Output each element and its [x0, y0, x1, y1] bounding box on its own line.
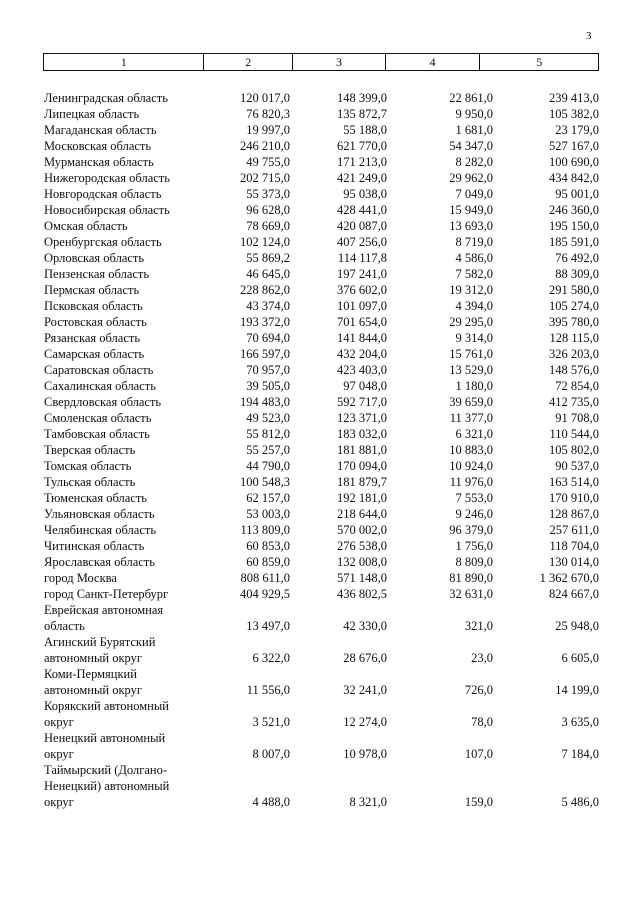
region-name — [44, 266, 202, 282]
region-name-line: Томская область — [44, 459, 132, 473]
column-header-1: 1 — [44, 54, 204, 70]
value-col-4: 13 693,0 — [449, 219, 493, 233]
value-col-2: 60 859,0 — [246, 555, 290, 569]
value-col-2: 11 556,0 — [246, 683, 290, 697]
region-name-line: город Москва — [44, 571, 117, 585]
region-name-line: округ — [44, 715, 74, 729]
region-name-line: Нижегородская область — [44, 171, 170, 185]
table-row — [0, 762, 640, 810]
table-row — [0, 138, 640, 154]
region-name-line: Саратовская область — [44, 363, 154, 377]
region-name-line: область — [44, 619, 85, 633]
region-name — [44, 202, 202, 218]
region-name-line: Ненецкий автономный — [44, 731, 166, 745]
value-col-5: 90 537,0 — [555, 459, 599, 473]
region-name — [44, 442, 202, 458]
value-col-5: 326 203,0 — [549, 347, 599, 361]
value-col-3: 55 188,0 — [343, 123, 387, 137]
region-name — [44, 666, 202, 698]
table-row — [0, 458, 640, 474]
region-name-line: Ярославская область — [44, 555, 155, 569]
region-name — [44, 474, 202, 490]
region-name — [44, 458, 202, 474]
value-col-3: 171 213,0 — [337, 155, 387, 169]
value-col-5: 25 948,0 — [555, 619, 599, 633]
region-name — [44, 138, 202, 154]
value-col-3: 218 644,0 — [337, 507, 387, 521]
value-col-3: 95 038,0 — [343, 187, 387, 201]
value-col-2: 39 505,0 — [246, 379, 290, 393]
value-col-2: 228 862,0 — [240, 283, 290, 297]
table-row — [0, 522, 640, 538]
region-name — [44, 218, 202, 234]
value-col-3: 181 879,7 — [337, 475, 387, 489]
value-col-3: 141 844,0 — [337, 331, 387, 345]
table-row — [0, 170, 640, 186]
value-col-5: 239 413,0 — [549, 91, 599, 105]
table-row — [0, 330, 640, 346]
value-col-3: 428 441,0 — [337, 203, 387, 217]
value-col-2: 102 124,0 — [240, 235, 290, 249]
table-row — [0, 250, 640, 266]
table-row — [0, 266, 640, 282]
table-row — [0, 346, 640, 362]
value-col-5: 6 605,0 — [561, 651, 599, 665]
table-row — [0, 362, 640, 378]
value-col-3: 28 676,0 — [343, 651, 387, 665]
value-col-2: 49 755,0 — [246, 155, 290, 169]
region-name-line: автономный округ — [44, 651, 142, 665]
value-col-3: 420 087,0 — [337, 219, 387, 233]
value-col-3: 10 978,0 — [343, 747, 387, 761]
value-col-4: 15 761,0 — [449, 347, 493, 361]
value-col-3: 432 204,0 — [337, 347, 387, 361]
region-name — [44, 730, 202, 762]
value-col-3: 376 602,0 — [337, 283, 387, 297]
value-col-2: 4 488,0 — [252, 795, 290, 809]
value-col-4: 6 321,0 — [455, 427, 493, 441]
value-col-5: 7 184,0 — [561, 747, 599, 761]
value-col-3: 135 872,7 — [337, 107, 387, 121]
value-col-3: 621 770,0 — [337, 139, 387, 153]
value-col-2: 62 157,0 — [246, 491, 290, 505]
value-col-4: 8 809,0 — [455, 555, 493, 569]
value-col-4: 9 950,0 — [455, 107, 493, 121]
region-name — [44, 698, 202, 730]
region-name — [44, 602, 202, 634]
region-name-line: Тюменская область — [44, 491, 147, 505]
value-col-3: 132 008,0 — [337, 555, 387, 569]
value-col-4: 11 377,0 — [449, 411, 493, 425]
region-name-line: Липецкая область — [44, 107, 140, 121]
value-col-5: 824 667,0 — [549, 587, 599, 601]
region-name-line: Московская область — [44, 139, 152, 153]
value-col-4: 8 719,0 — [455, 235, 493, 249]
value-col-4: 9 246,0 — [455, 507, 493, 521]
table-row — [0, 218, 640, 234]
table-row — [0, 298, 640, 314]
value-col-4: 78,0 — [471, 715, 493, 729]
value-col-3: 276 538,0 — [337, 539, 387, 553]
region-name — [44, 122, 202, 138]
value-col-2: 808 611,0 — [240, 571, 290, 585]
value-col-5: 257 611,0 — [549, 523, 599, 537]
region-name — [44, 314, 202, 330]
value-col-5: 88 309,0 — [555, 267, 599, 281]
region-name-line: Агинский Бурятский — [44, 635, 156, 649]
region-name-line: Читинская область — [44, 539, 145, 553]
value-col-4: 4 394,0 — [455, 299, 493, 313]
table-row — [0, 378, 640, 394]
region-name — [44, 490, 202, 506]
region-name-line: Магаданская область — [44, 123, 157, 137]
region-name — [44, 538, 202, 554]
value-col-2: 6 322,0 — [252, 651, 290, 665]
region-name-line: Тамбовская область — [44, 427, 150, 441]
table-row — [0, 202, 640, 218]
value-col-5: 72 854,0 — [555, 379, 599, 393]
region-name-line: Тверская область — [44, 443, 136, 457]
value-col-4: 96 379,0 — [449, 523, 493, 537]
value-col-5: 110 544,0 — [549, 427, 599, 441]
value-col-4: 81 890,0 — [449, 571, 493, 585]
column-header-2: 2 — [204, 54, 293, 70]
value-col-5: 5 486,0 — [561, 795, 599, 809]
region-name-line: округ — [44, 795, 74, 809]
region-name — [44, 554, 202, 570]
region-name-line: Коми-Пермяцкий — [44, 667, 137, 681]
value-col-3: 97 048,0 — [343, 379, 387, 393]
value-col-5: 105 382,0 — [549, 107, 599, 121]
table-row — [0, 570, 640, 586]
region-name — [44, 378, 202, 394]
table-row — [0, 602, 640, 634]
column-header-5: 5 — [536, 54, 543, 69]
table-row — [0, 442, 640, 458]
value-col-2: 120 017,0 — [240, 91, 290, 105]
region-name-line: Таймырский (Долгано- — [44, 763, 168, 777]
value-col-2: 43 374,0 — [246, 299, 290, 313]
table-row — [0, 426, 640, 442]
value-col-5: 128 115,0 — [549, 331, 599, 345]
value-col-3: 701 654,0 — [337, 315, 387, 329]
table-row — [0, 90, 640, 106]
value-col-5: 1 362 670,0 — [539, 571, 599, 585]
value-col-2: 113 809,0 — [240, 523, 290, 537]
value-col-2: 13 497,0 — [246, 619, 290, 633]
region-name-line: округ — [44, 747, 74, 761]
value-col-4: 13 529,0 — [449, 363, 493, 377]
value-col-2: 76 820,3 — [246, 107, 290, 121]
region-name — [44, 234, 202, 250]
value-col-3: 407 256,0 — [337, 235, 387, 249]
value-col-2: 3 521,0 — [252, 715, 290, 729]
region-name-line: Оренбургская область — [44, 235, 162, 249]
value-col-2: 194 483,0 — [240, 395, 290, 409]
value-col-5: 76 492,0 — [555, 251, 599, 265]
value-col-5: 395 780,0 — [549, 315, 599, 329]
region-name — [44, 170, 202, 186]
value-col-5: 128 867,0 — [549, 507, 599, 521]
region-name-line: Пензенская область — [44, 267, 150, 281]
table-row — [0, 554, 640, 570]
value-col-3: 114 117,8 — [337, 251, 387, 265]
value-col-4: 7 553,0 — [455, 491, 493, 505]
value-col-5: 170 910,0 — [549, 491, 599, 505]
value-col-3: 42 330,0 — [343, 619, 387, 633]
region-name — [44, 586, 202, 602]
value-col-4: 10 883,0 — [449, 443, 493, 457]
value-col-3: 423 403,0 — [337, 363, 387, 377]
region-name-line: Псковская область — [44, 299, 143, 313]
value-col-2: 70 694,0 — [246, 331, 290, 345]
value-col-5: 100 690,0 — [549, 155, 599, 169]
value-col-5: 527 167,0 — [549, 139, 599, 153]
region-name — [44, 186, 202, 202]
region-name — [44, 250, 202, 266]
value-col-2: 44 790,0 — [246, 459, 290, 473]
value-col-3: 592 717,0 — [337, 395, 387, 409]
column-header-row — [43, 53, 599, 71]
column-header-4: 4 — [386, 54, 481, 70]
region-name-line: город Санкт-Петербург — [44, 587, 169, 601]
value-col-2: 55 812,0 — [246, 427, 290, 441]
value-col-2: 55 373,0 — [246, 187, 290, 201]
value-col-5: 434 842,0 — [549, 171, 599, 185]
value-col-4: 7 049,0 — [455, 187, 493, 201]
page-number: 3 — [586, 30, 592, 42]
region-name-line: Новгородская область — [44, 187, 162, 201]
data-table-body — [0, 90, 640, 810]
value-col-2: 55 257,0 — [246, 443, 290, 457]
value-col-3: 192 181,0 — [337, 491, 387, 505]
table-row — [0, 122, 640, 138]
value-col-5: 105 274,0 — [549, 299, 599, 313]
value-col-4: 29 962,0 — [449, 171, 493, 185]
value-col-2: 49 523,0 — [246, 411, 290, 425]
table-row — [0, 730, 640, 762]
region-name — [44, 154, 202, 170]
value-col-5: 130 014,0 — [549, 555, 599, 569]
region-name-line: Рязанская область — [44, 331, 141, 345]
table-row — [0, 186, 640, 202]
table-row — [0, 538, 640, 554]
value-col-3: 101 097,0 — [337, 299, 387, 313]
value-col-5: 3 635,0 — [561, 715, 599, 729]
value-col-2: 404 929,5 — [240, 587, 290, 601]
region-name — [44, 426, 202, 442]
table-row — [0, 474, 640, 490]
value-col-4: 19 312,0 — [449, 283, 493, 297]
table-row — [0, 106, 640, 122]
region-name — [44, 90, 202, 106]
region-name-line: Тульская область — [44, 475, 136, 489]
value-col-2: 246 210,0 — [240, 139, 290, 153]
region-name — [44, 362, 202, 378]
table-row — [0, 506, 640, 522]
value-col-3: 570 002,0 — [337, 523, 387, 537]
value-col-3: 197 241,0 — [337, 267, 387, 281]
value-col-4: 1 681,0 — [455, 123, 493, 137]
value-col-2: 202 715,0 — [240, 171, 290, 185]
value-col-3: 181 881,0 — [337, 443, 387, 457]
value-col-4: 10 924,0 — [449, 459, 493, 473]
table-row — [0, 490, 640, 506]
value-col-4: 8 282,0 — [455, 155, 493, 169]
value-col-3: 421 249,0 — [337, 171, 387, 185]
value-col-5: 185 591,0 — [549, 235, 599, 249]
value-col-3: 8 321,0 — [349, 795, 387, 809]
table-row — [0, 666, 640, 698]
value-col-2: 8 007,0 — [252, 747, 290, 761]
value-col-4: 39 659,0 — [449, 395, 493, 409]
value-col-3: 571 148,0 — [337, 571, 387, 585]
value-col-5: 23 179,0 — [555, 123, 599, 137]
region-name-line: Самарская область — [44, 347, 145, 361]
region-name — [44, 634, 202, 666]
region-name-line: Ленинградская область — [44, 91, 168, 105]
value-col-2: 19 997,0 — [246, 123, 290, 137]
value-col-4: 9 314,0 — [455, 331, 493, 345]
region-name-line: Смоленская область — [44, 411, 152, 425]
value-col-2: 70 957,0 — [246, 363, 290, 377]
region-name — [44, 346, 202, 362]
table-row — [0, 234, 640, 250]
value-col-5: 14 199,0 — [555, 683, 599, 697]
region-name — [44, 330, 202, 346]
value-col-5: 163 514,0 — [549, 475, 599, 489]
value-col-2: 96 628,0 — [246, 203, 290, 217]
region-name-line: Новосибирская область — [44, 203, 170, 217]
region-name — [44, 506, 202, 522]
value-col-3: 12 274,0 — [343, 715, 387, 729]
value-col-5: 118 704,0 — [549, 539, 599, 553]
value-col-4: 15 949,0 — [449, 203, 493, 217]
region-name-line: Ненецкий) автономный — [44, 779, 170, 793]
table-row — [0, 410, 640, 426]
region-name-line: Омская область — [44, 219, 128, 233]
value-col-4: 32 631,0 — [449, 587, 493, 601]
value-col-5: 412 735,0 — [549, 395, 599, 409]
value-col-4: 29 295,0 — [449, 315, 493, 329]
value-col-5: 91 708,0 — [555, 411, 599, 425]
value-col-2: 46 645,0 — [246, 267, 290, 281]
region-name — [44, 762, 202, 810]
table-row — [0, 634, 640, 666]
value-col-2: 78 669,0 — [246, 219, 290, 233]
region-name — [44, 106, 202, 122]
value-col-4: 107,0 — [464, 747, 493, 761]
value-col-5: 246 360,0 — [549, 203, 599, 217]
region-name-line: Ульяновская область — [44, 507, 155, 521]
value-col-4: 1 756,0 — [455, 539, 493, 553]
value-col-5: 105 802,0 — [549, 443, 599, 457]
region-name-line: Ростовская область — [44, 315, 147, 329]
value-col-3: 170 094,0 — [337, 459, 387, 473]
region-name — [44, 570, 202, 586]
value-col-4: 159,0 — [464, 795, 493, 809]
table-row — [0, 282, 640, 298]
table-row — [0, 154, 640, 170]
region-name-line: Челябинская область — [44, 523, 157, 537]
region-name-line: Мурманская область — [44, 155, 154, 169]
value-col-5: 195 150,0 — [549, 219, 599, 233]
region-name — [44, 298, 202, 314]
value-col-4: 11 976,0 — [449, 475, 493, 489]
region-name-line: Пермская область — [44, 283, 140, 297]
value-col-2: 53 003,0 — [246, 507, 290, 521]
value-col-4: 7 582,0 — [455, 267, 493, 281]
region-name — [44, 282, 202, 298]
value-col-4: 22 861,0 — [449, 91, 493, 105]
value-col-4: 23,0 — [471, 651, 493, 665]
value-col-3: 123 371,0 — [337, 411, 387, 425]
value-col-4: 1 180,0 — [455, 379, 493, 393]
value-col-2: 193 372,0 — [240, 315, 290, 329]
region-name-line: Сахалинская область — [44, 379, 156, 393]
table-row — [0, 314, 640, 330]
value-col-2: 100 548,3 — [240, 475, 290, 489]
value-col-2: 55 869,2 — [246, 251, 290, 265]
region-name-line: автономный округ — [44, 683, 142, 697]
value-col-4: 4 586,0 — [455, 251, 493, 265]
region-name — [44, 410, 202, 426]
table-row — [0, 586, 640, 602]
value-col-5: 95 001,0 — [555, 187, 599, 201]
value-col-3: 183 032,0 — [337, 427, 387, 441]
value-col-4: 54 347,0 — [449, 139, 493, 153]
region-name-line: Корякский автономный — [44, 699, 169, 713]
value-col-4: 321,0 — [464, 619, 493, 633]
region-name-line: Еврейская автономная — [44, 603, 164, 617]
value-col-2: 166 597,0 — [240, 347, 290, 361]
value-col-5: 148 576,0 — [549, 363, 599, 377]
column-header-3: 3 — [293, 54, 386, 70]
value-col-5: 291 580,0 — [549, 283, 599, 297]
region-name — [44, 522, 202, 538]
value-col-4: 726,0 — [464, 683, 493, 697]
table-row — [0, 394, 640, 410]
value-col-3: 32 241,0 — [343, 683, 387, 697]
table-row — [0, 698, 640, 730]
region-name-line: Свердловская область — [44, 395, 162, 409]
value-col-3: 436 802,5 — [337, 587, 387, 601]
region-name — [44, 394, 202, 410]
value-col-3: 148 399,0 — [337, 91, 387, 105]
region-name-line: Орловская область — [44, 251, 145, 265]
value-col-2: 60 853,0 — [246, 539, 290, 553]
